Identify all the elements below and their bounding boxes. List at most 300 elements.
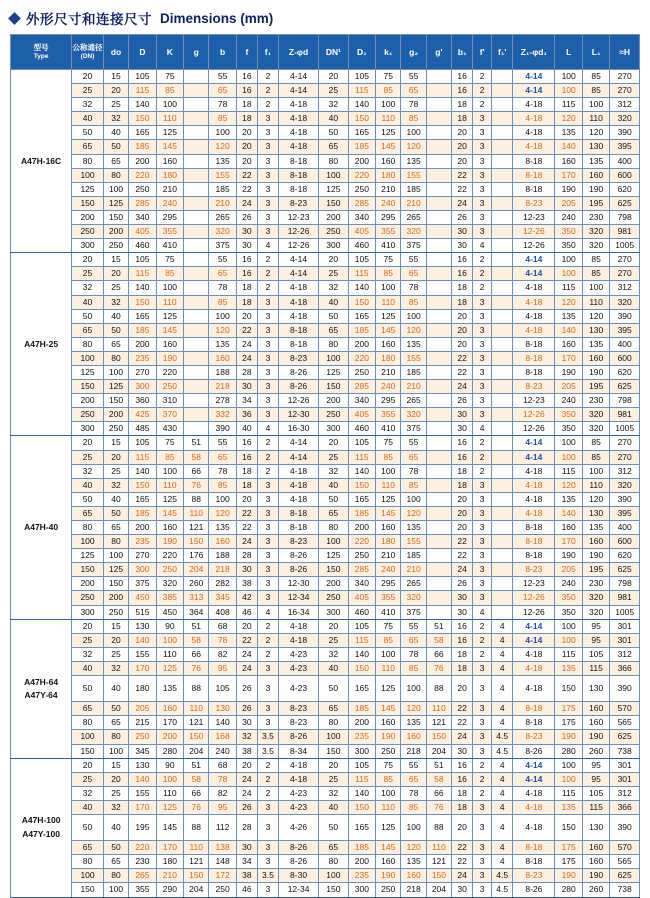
- cell-f1: 2: [257, 436, 278, 450]
- cell-DN1: 25: [319, 772, 349, 786]
- cell-Zd: 8-34: [279, 744, 319, 758]
- cell-Z1d1: 4-14: [513, 70, 555, 84]
- cell-K: 85: [156, 267, 183, 281]
- cell-L: 280: [555, 744, 582, 758]
- cell-L1: 130: [582, 140, 609, 154]
- cell-D: 220: [129, 168, 156, 182]
- cell-D: 235: [129, 535, 156, 549]
- table-row: [11, 633, 640, 647]
- column-header-cn: 型号: [33, 43, 49, 52]
- cell-f1: 3: [257, 112, 278, 126]
- cell-do: 32: [103, 661, 128, 675]
- cell-L1: 100: [582, 98, 609, 112]
- cell-K: 125: [156, 309, 183, 323]
- cell-b: 85: [209, 295, 236, 309]
- cell-Zd: 8-23: [279, 196, 319, 210]
- cell-g2: 185: [401, 365, 426, 379]
- cell-fp: 3: [473, 112, 492, 126]
- cell-D: 300: [129, 380, 156, 394]
- cell-D1: 140: [348, 786, 375, 800]
- cell-H: 570: [610, 702, 640, 716]
- column-header-symbol: b₁: [457, 47, 467, 57]
- cell-D: 515: [129, 605, 156, 619]
- cell-fp: 3: [473, 855, 492, 869]
- cell-L1: 160: [582, 855, 609, 869]
- cell-L: 140: [555, 140, 582, 154]
- cell-DN1: 250: [319, 225, 349, 239]
- cell-L: 135: [555, 309, 582, 323]
- cell-k1: 250: [376, 744, 401, 758]
- cell-D: 265: [129, 869, 156, 883]
- cell-H: 565: [610, 716, 640, 730]
- cell-g: 150: [184, 869, 209, 883]
- cell-g: 66: [184, 464, 209, 478]
- cell-D: 340: [129, 210, 156, 224]
- cell-Z1d1: 4-18: [513, 126, 555, 140]
- cell-Zd: 4-26: [279, 814, 319, 840]
- cell-L: 205: [555, 380, 582, 394]
- cell-L1: 85: [582, 253, 609, 267]
- row-type-label: [11, 365, 72, 379]
- cell-L1: 190: [582, 549, 609, 563]
- cell-DN1: 65: [319, 702, 349, 716]
- cell-dn: 50: [72, 492, 104, 506]
- cell-Z1d1: 4-18: [513, 786, 555, 800]
- cell-g2: 210: [401, 196, 426, 210]
- cell-K: 125: [156, 800, 183, 814]
- cell-L1: 195: [582, 196, 609, 210]
- cell-DN1: 50: [319, 492, 349, 506]
- cell-gp: [426, 380, 451, 394]
- cell-f: 20: [236, 126, 257, 140]
- cell-do: 15: [103, 70, 128, 84]
- cell-L1: 130: [582, 323, 609, 337]
- cell-g2: 375: [401, 422, 426, 436]
- cell-Zd: 4-18: [279, 112, 319, 126]
- cell-Zd: 4-18: [279, 464, 319, 478]
- cell-K: 220: [156, 549, 183, 563]
- cell-f1p: [492, 168, 513, 182]
- cell-do: 50: [103, 140, 128, 154]
- cell-D: 155: [129, 786, 156, 800]
- cell-DN1: 300: [319, 605, 349, 619]
- row-type-label: [11, 210, 72, 224]
- cell-D: 165: [129, 309, 156, 323]
- cell-gp: [426, 225, 451, 239]
- cell-g: [184, 351, 209, 365]
- cell-fp: 3: [473, 814, 492, 840]
- cell-g: [184, 365, 209, 379]
- cell-f1p: 4: [492, 786, 513, 800]
- cell-b: 185: [209, 182, 236, 196]
- cell-K: 100: [156, 98, 183, 112]
- cell-b: 120: [209, 323, 236, 337]
- cell-b1: 16: [452, 772, 473, 786]
- cell-f: 24: [236, 772, 257, 786]
- cell-k1: 210: [376, 549, 401, 563]
- cell-k1: 355: [376, 225, 401, 239]
- cell-do: 40: [103, 126, 128, 140]
- cell-dn: 20: [72, 253, 104, 267]
- cell-D: 405: [129, 225, 156, 239]
- cell-D1: 140: [348, 281, 375, 295]
- cell-dn: 250: [72, 591, 104, 605]
- cell-f1: 3: [257, 563, 278, 577]
- cell-f1: 3: [257, 408, 278, 422]
- cell-dn: 150: [72, 744, 104, 758]
- cell-k1: 210: [376, 365, 401, 379]
- cell-Zd: 4-18: [279, 772, 319, 786]
- cell-H: 395: [610, 506, 640, 520]
- cell-DN1: 150: [319, 563, 349, 577]
- cell-f: 30: [236, 841, 257, 855]
- cell-f: 26: [236, 702, 257, 716]
- cell-g2: 320: [401, 408, 426, 422]
- cell-fp: 3: [473, 800, 492, 814]
- cell-g: 51: [184, 758, 209, 772]
- cell-K: 100: [156, 281, 183, 295]
- cell-L: 175: [555, 841, 582, 855]
- cell-b1: 22: [452, 351, 473, 365]
- cell-g2: 135: [401, 716, 426, 730]
- cell-DN1: 300: [319, 239, 349, 253]
- cell-k1: 75: [376, 253, 401, 267]
- table-row: [11, 140, 640, 154]
- column-header-type: [11, 35, 72, 70]
- cell-dn: 20: [72, 436, 104, 450]
- cell-f: 20: [236, 309, 257, 323]
- cell-f1: 3: [257, 478, 278, 492]
- cell-g: 58: [184, 772, 209, 786]
- cell-H: 798: [610, 210, 640, 224]
- table-row: [11, 225, 640, 239]
- table-row: [11, 112, 640, 126]
- cell-g: [184, 196, 209, 210]
- row-type-label: [11, 281, 72, 295]
- cell-H: 270: [610, 84, 640, 98]
- cell-DN1: 32: [319, 786, 349, 800]
- cell-H: 366: [610, 661, 640, 675]
- cell-f1: 2: [257, 758, 278, 772]
- cell-H: 366: [610, 800, 640, 814]
- cell-Zd: 8-18: [279, 168, 319, 182]
- cell-Zd: 8-23: [279, 716, 319, 730]
- table-row: [11, 772, 640, 786]
- cell-Zd: 4-14: [279, 267, 319, 281]
- cell-dn: 50: [72, 309, 104, 323]
- cell-fp: 2: [473, 450, 492, 464]
- cell-K: 355: [156, 225, 183, 239]
- cell-DN1: 100: [319, 351, 349, 365]
- cell-Z1d1: 8-18: [513, 549, 555, 563]
- cell-K: 180: [156, 168, 183, 182]
- cell-K: 110: [156, 478, 183, 492]
- cell-D1: 200: [348, 716, 375, 730]
- cell-DN1: 25: [319, 633, 349, 647]
- table-row: [11, 84, 640, 98]
- table-body: [11, 70, 640, 898]
- cell-b1: 20: [452, 126, 473, 140]
- cell-b: 240: [209, 744, 236, 758]
- cell-dn: 65: [72, 702, 104, 716]
- cell-do: 15: [103, 619, 128, 633]
- cell-DN1: 200: [319, 577, 349, 591]
- cell-K: 110: [156, 112, 183, 126]
- cell-g: 66: [184, 786, 209, 800]
- cell-H: 1005: [610, 422, 640, 436]
- cell-g: 313: [184, 591, 209, 605]
- cell-fp: 3: [473, 309, 492, 323]
- cell-k1: 75: [376, 70, 401, 84]
- cell-g: [184, 281, 209, 295]
- row-type-label: [11, 744, 72, 758]
- cell-f1p: [492, 126, 513, 140]
- cell-DN1: 50: [319, 309, 349, 323]
- cell-fp: 2: [473, 253, 492, 267]
- cell-f1p: 4: [492, 661, 513, 675]
- cell-dn: 40: [72, 295, 104, 309]
- cell-g: 364: [184, 605, 209, 619]
- cell-b: 138: [209, 841, 236, 855]
- cell-H: 390: [610, 309, 640, 323]
- cell-g2: 185: [401, 182, 426, 196]
- cell-fp: 3: [473, 549, 492, 563]
- cell-g2: 55: [401, 70, 426, 84]
- cell-g: 121: [184, 855, 209, 869]
- cell-b: 168: [209, 730, 236, 744]
- cell-D: 375: [129, 577, 156, 591]
- cell-fp: 2: [473, 647, 492, 661]
- cell-K: 180: [156, 855, 183, 869]
- cell-L: 115: [555, 647, 582, 661]
- cell-g: [184, 380, 209, 394]
- cell-dn: 100: [72, 730, 104, 744]
- cell-L: 160: [555, 154, 582, 168]
- cell-K: 190: [156, 535, 183, 549]
- cell-g: 88: [184, 814, 209, 840]
- cell-D1: 185: [348, 140, 375, 154]
- cell-f: 20: [236, 140, 257, 154]
- cell-b1: 18: [452, 281, 473, 295]
- cell-gp: [426, 535, 451, 549]
- cell-f1: 3: [257, 394, 278, 408]
- cell-DN1: 80: [319, 716, 349, 730]
- table-row: [11, 716, 640, 730]
- cell-f1: 3: [257, 855, 278, 869]
- cell-L1: 320: [582, 422, 609, 436]
- cell-DN1: 32: [319, 98, 349, 112]
- cell-K: 125: [156, 492, 183, 506]
- cell-g: 150: [184, 730, 209, 744]
- cell-DN1: 25: [319, 84, 349, 98]
- cell-f: 18: [236, 478, 257, 492]
- cell-b1: 22: [452, 716, 473, 730]
- row-type-label: [11, 591, 72, 605]
- cell-fp: 3: [473, 869, 492, 883]
- cell-fp: 2: [473, 786, 492, 800]
- cell-b: 85: [209, 112, 236, 126]
- cell-D: 235: [129, 351, 156, 365]
- table-row: [11, 591, 640, 605]
- cell-f1: 2: [257, 267, 278, 281]
- cell-fp: 4: [473, 239, 492, 253]
- cell-f1p: [492, 309, 513, 323]
- cell-f: 30: [236, 225, 257, 239]
- cell-D1: 250: [348, 365, 375, 379]
- cell-gp: 121: [426, 855, 451, 869]
- cell-D: 270: [129, 549, 156, 563]
- cell-k1: 355: [376, 408, 401, 422]
- cell-L1: 320: [582, 225, 609, 239]
- cell-b: 408: [209, 605, 236, 619]
- cell-f1: 2: [257, 253, 278, 267]
- cell-fp: 2: [473, 633, 492, 647]
- cell-dn: 250: [72, 408, 104, 422]
- cell-K: 430: [156, 422, 183, 436]
- cell-f1: 3: [257, 661, 278, 675]
- row-type-label: [11, 841, 72, 855]
- cell-L: 190: [555, 869, 582, 883]
- cell-f1p: [492, 98, 513, 112]
- row-type-label: A47H-25: [11, 337, 72, 351]
- cell-L1: 190: [582, 869, 609, 883]
- cell-f1: 2: [257, 619, 278, 633]
- column-header-symbol: DN¹: [325, 47, 341, 57]
- cell-L: 170: [555, 351, 582, 365]
- cell-L1: 95: [582, 758, 609, 772]
- cell-f1: 3: [257, 295, 278, 309]
- cell-Z1d1: 8-18: [513, 182, 555, 196]
- cell-H: 270: [610, 70, 640, 84]
- cell-L: 240: [555, 577, 582, 591]
- cell-Z1d1: 12-26: [513, 408, 555, 422]
- cell-DN1: 300: [319, 422, 349, 436]
- row-type-label: [11, 380, 72, 394]
- cell-gp: 88: [426, 814, 451, 840]
- table-row: [11, 730, 640, 744]
- cell-f1p: [492, 450, 513, 464]
- cell-D: 150: [129, 112, 156, 126]
- cell-Zd: 4-14: [279, 450, 319, 464]
- cell-k1: 125: [376, 814, 401, 840]
- cell-gp: [426, 478, 451, 492]
- cell-L: 100: [555, 253, 582, 267]
- column-header-b: [209, 35, 236, 70]
- cell-D: 165: [129, 126, 156, 140]
- cell-Zd: 8-26: [279, 380, 319, 394]
- cell-f1: 3: [257, 351, 278, 365]
- table-row: [11, 478, 640, 492]
- cell-f1p: [492, 492, 513, 506]
- cell-D1: 460: [348, 239, 375, 253]
- cell-D: 105: [129, 436, 156, 450]
- cell-Z1d1: 12-26: [513, 225, 555, 239]
- row-type-label: [11, 126, 72, 140]
- cell-H: 301: [610, 772, 640, 786]
- cell-f1p: 4: [492, 800, 513, 814]
- cell-dn: 25: [72, 267, 104, 281]
- column-header-symbol: L: [566, 47, 572, 57]
- column-header-symbol: f₁: [264, 47, 272, 57]
- cell-g2: 210: [401, 563, 426, 577]
- cell-g: [184, 295, 209, 309]
- cell-D: 230: [129, 855, 156, 869]
- cell-D: 115: [129, 84, 156, 98]
- cell-fp: 3: [473, 196, 492, 210]
- cell-f1p: [492, 422, 513, 436]
- column-header-symbol: g: [193, 47, 199, 57]
- cell-K: 210: [156, 182, 183, 196]
- cell-k1: 180: [376, 168, 401, 182]
- cell-L: 175: [555, 716, 582, 730]
- cell-Z1d1: 4-18: [513, 647, 555, 661]
- cell-Zd: 8-18: [279, 182, 319, 196]
- column-header-symbol: f₁': [498, 47, 507, 57]
- cell-f1: 3: [257, 154, 278, 168]
- column-header-symbol: D: [139, 47, 146, 57]
- cell-D: 140: [129, 464, 156, 478]
- row-type-label: A47H-100 A47Y-100: [11, 814, 72, 840]
- cell-f: 18: [236, 98, 257, 112]
- cell-f1: 3: [257, 196, 278, 210]
- cell-g2: 85: [401, 661, 426, 675]
- cell-g2: 155: [401, 351, 426, 365]
- cell-D: 200: [129, 337, 156, 351]
- row-type-label: [11, 196, 72, 210]
- cell-K: 75: [156, 436, 183, 450]
- row-type-label: [11, 394, 72, 408]
- cell-dn: 32: [72, 281, 104, 295]
- cell-L: 100: [555, 436, 582, 450]
- cell-g: 260: [184, 577, 209, 591]
- cell-do: 150: [103, 210, 128, 224]
- cell-do: 80: [103, 168, 128, 182]
- cell-DN1: 50: [319, 676, 349, 702]
- cell-do: 20: [103, 84, 128, 98]
- cell-f1p: [492, 563, 513, 577]
- row-type-label: [11, 225, 72, 239]
- table-row: [11, 800, 640, 814]
- cell-f1p: [492, 549, 513, 563]
- cell-f: 26: [236, 676, 257, 702]
- cell-b1: 20: [452, 309, 473, 323]
- cell-Z1d1: 12-26: [513, 605, 555, 619]
- cell-gp: [426, 563, 451, 577]
- cell-D: 200: [129, 154, 156, 168]
- cell-DN1: 150: [319, 883, 349, 897]
- cell-do: 40: [103, 676, 128, 702]
- cell-Zd: 12-34: [279, 591, 319, 605]
- cell-b: 320: [209, 225, 236, 239]
- cell-b: 160: [209, 535, 236, 549]
- cell-b: 65: [209, 84, 236, 98]
- cell-b: 68: [209, 619, 236, 633]
- cell-g: [184, 210, 209, 224]
- cell-do: 200: [103, 225, 128, 239]
- cell-Z1d1: 4-18: [513, 506, 555, 520]
- cell-Zd: 4-14: [279, 84, 319, 98]
- cell-L1: 135: [582, 521, 609, 535]
- cell-H: 270: [610, 436, 640, 450]
- cell-b1: 30: [452, 883, 473, 897]
- table-row: [11, 98, 640, 112]
- cell-DN1: 125: [319, 365, 349, 379]
- cell-f1p: 4: [492, 702, 513, 716]
- cell-do: 125: [103, 380, 128, 394]
- cell-g2: 160: [401, 730, 426, 744]
- cell-b1: 18: [452, 98, 473, 112]
- cell-dn: 200: [72, 210, 104, 224]
